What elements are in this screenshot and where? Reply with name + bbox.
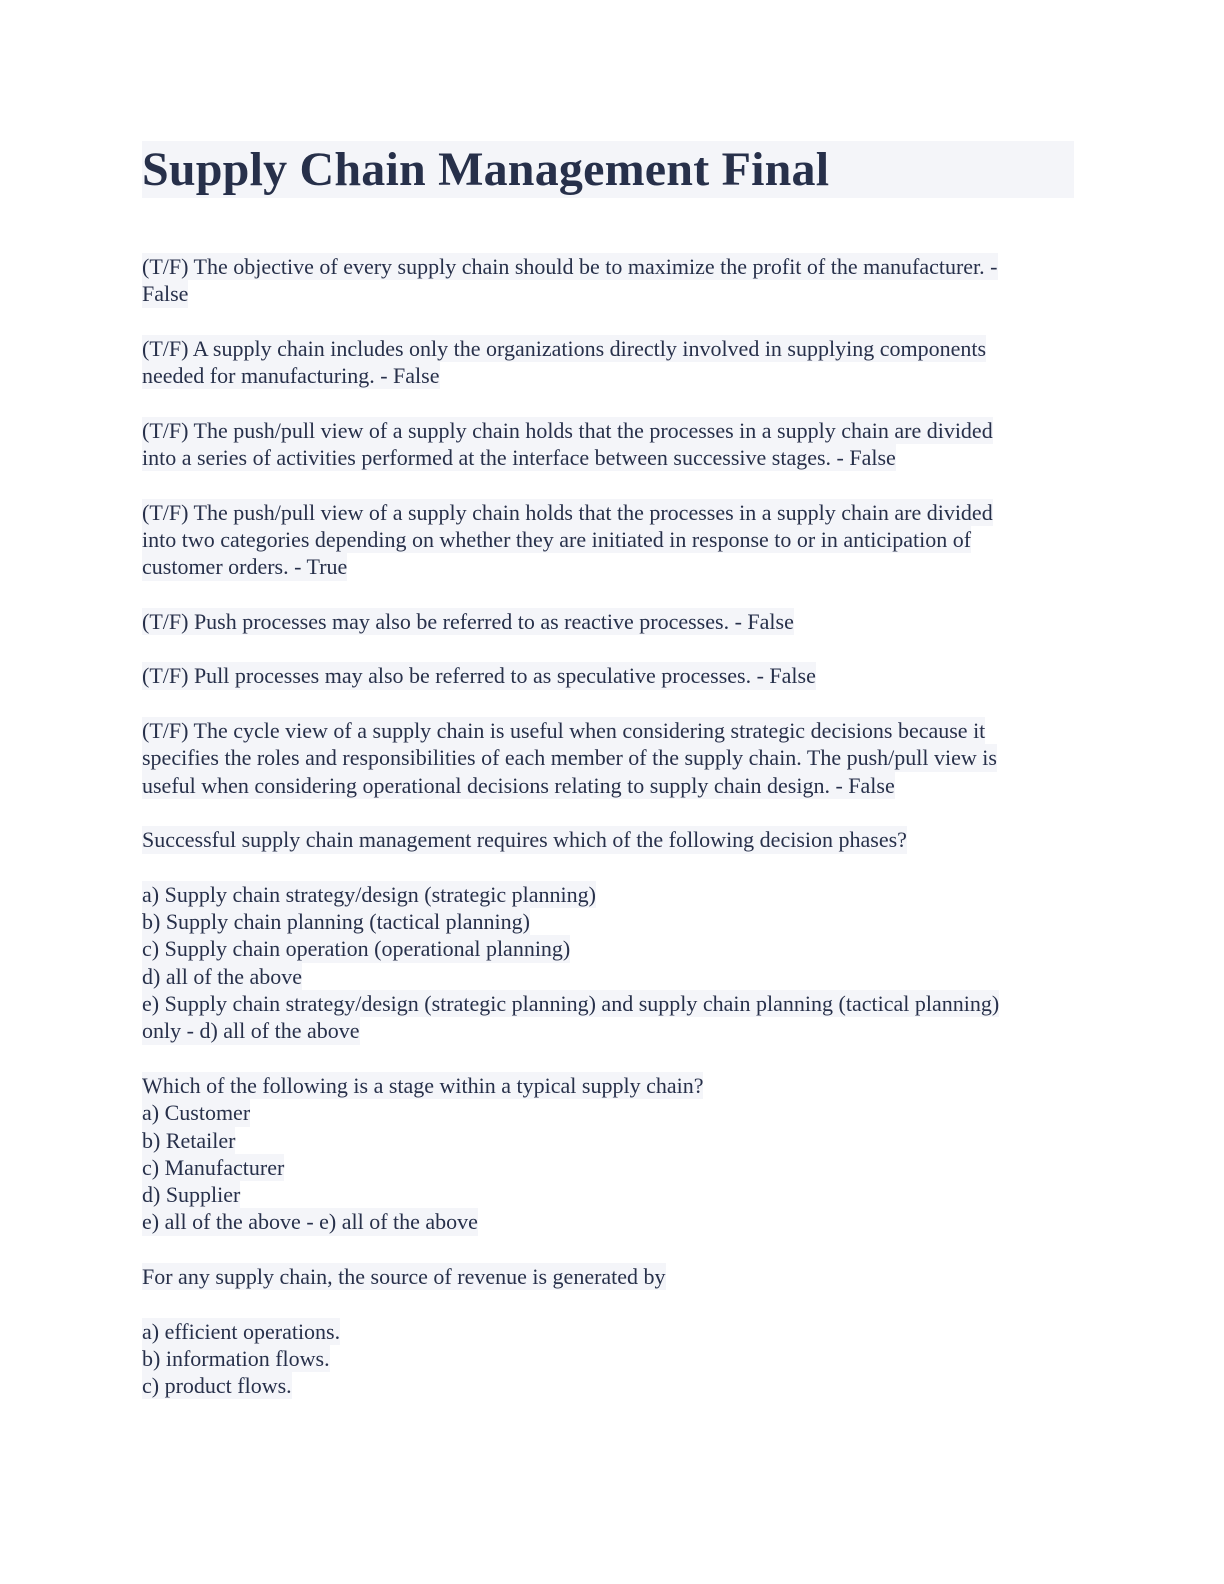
question-block [142,608,1074,635]
text-line: a) Supply chain strategy/design (strategic planning) [142,881,596,907]
text-line: (T/F) Push processes may also be referred to as reactive processes. - False [142,608,794,634]
text-line: False [142,281,189,307]
question-block [142,1263,1074,1290]
text-line: b) Retailer [142,1127,236,1153]
document-page [142,141,1074,1427]
question-block [142,1072,1074,1236]
text-line: Successful supply chain management requires which of the following decision phases? [142,827,907,853]
question-block [142,499,1074,581]
text-line: (T/F) A supply chain includes only the organizations directly involved in supplying components [142,335,987,361]
text-line: a) Customer [142,1100,251,1126]
question-block [142,1318,1074,1400]
text-line: c) Supply chain operation (operational planning) [142,936,571,962]
question-block [142,826,1074,853]
text-line: into two categories depending on whether they are initiated in response to or in anticipation of [142,526,972,552]
text-line: Which of the following is a stage within a typical supply chain? [142,1072,704,1098]
text-line: e) all of the above - e) all of the above [142,1209,478,1235]
document-title: Supply Chain Management Final [142,141,1074,198]
text-line: useful when considering operational decisions relating to supply chain design. - False [142,772,895,798]
question-block [142,335,1074,390]
text-line: e) Supply chain strategy/design (strategic planning) and supply chain planning (tactical planning) [142,991,1000,1017]
question-block [142,662,1074,689]
text-line: (T/F) Pull processes may also be referred to as speculative processes. - False [142,663,816,689]
text-line: a) efficient operations. [142,1318,341,1344]
question-block [142,417,1074,472]
text-line: (T/F) The push/pull view of a supply chain holds that the processes in a supply chain are divided [142,499,993,525]
text-line: d) all of the above [142,963,303,989]
question-block [142,717,1074,799]
text-line: customer orders. - True [142,554,348,580]
text-line: needed for manufacturing. - False [142,363,440,389]
question-block [142,253,1074,308]
text-line: b) information flows. [142,1345,330,1371]
question-block [142,881,1074,1045]
text-line: into a series of activities performed at the interface between successive stages. - False [142,445,896,471]
text-line: (T/F) The objective of every supply chain should be to maximize the profit of the manufacturer. - [142,254,998,279]
document-body [142,253,1074,1399]
text-line: For any supply chain, the source of revenue is generated by [142,1263,666,1289]
text-line: (T/F) The push/pull view of a supply chain holds that the processes in a supply chain are divided [142,417,993,443]
text-line: c) Manufacturer [142,1154,285,1180]
text-line: (T/F) The cycle view of a supply chain is useful when considering strategic decisions because it [142,718,986,744]
text-line: specifies the roles and responsibilities of each member of the supply chain. The push/pull view is [142,745,997,771]
text-line: d) Supplier [142,1182,241,1208]
text-line: b) Supply chain planning (tactical planning) [142,909,530,935]
text-line: only - d) all of the above [142,1018,360,1044]
text-line: c) product flows. [142,1373,292,1399]
